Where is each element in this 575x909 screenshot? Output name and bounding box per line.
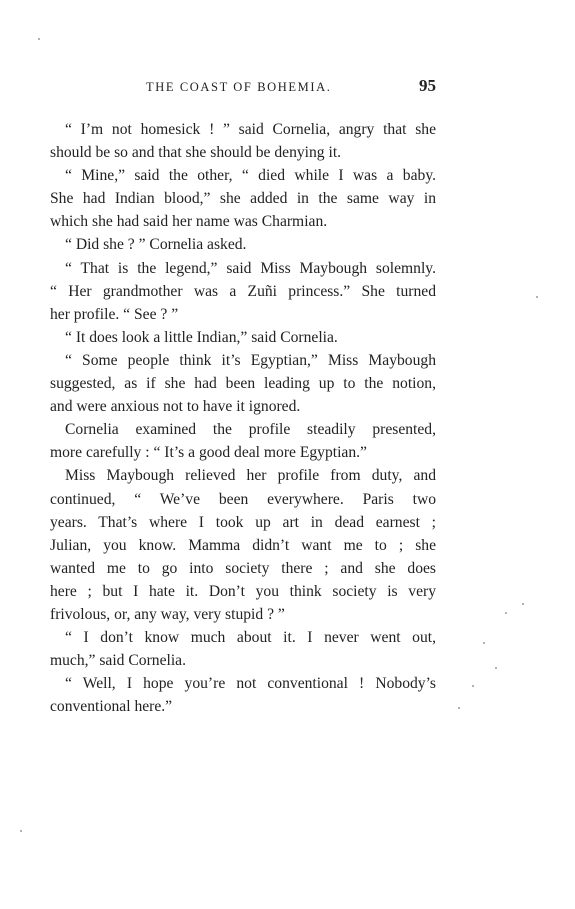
paper-speck — [522, 603, 524, 605]
text-line: “ I’m not homesick ! ” said Cornelia, angry that she — [65, 121, 436, 138]
body-text — [50, 118, 436, 718]
text-line: and were anxious not to have it ignored. — [50, 398, 301, 416]
text-line: “ I don’t know much about it. I never went out, — [65, 629, 436, 647]
text-line: here ; but I hate it. Don’t you think society is very — [50, 582, 436, 600]
text-line: her profile. “ See ? ” — [50, 305, 179, 323]
running-title: THE COAST OF BOHEMIA. — [146, 80, 332, 94]
text-line: Julian, you know. Mamma didn’t want me to ; she — [50, 536, 436, 554]
paper-speck — [38, 38, 40, 40]
paper-speck — [472, 685, 474, 687]
paper-speck — [483, 642, 485, 644]
text-line: “ Her grandmother was a Zuñi princess.” She turned — [50, 282, 436, 300]
text-line: “ It does look a little Indian,” said Cornelia. — [65, 328, 338, 346]
text-line: suggested, as if she had been leading up to the notion, — [50, 375, 436, 393]
text-line: “ Some people think it’s Egyptian,” Miss Maybough — [65, 351, 436, 369]
text-line: should be so and that she should be denying it. — [50, 144, 342, 162]
running-head — [50, 74, 436, 102]
text-line: wanted me to go into society there ; and she does — [50, 559, 436, 577]
text-line: continued, “ We’ve been everywhere. Paris two — [50, 490, 436, 508]
paper-speck — [458, 707, 460, 709]
text-line: conventional here.” — [50, 698, 173, 716]
page-number: 95 — [419, 76, 436, 95]
text-line: years. That’s where I took up art in dead earnest ; — [50, 513, 436, 531]
text-line: much,” said Cornelia. — [50, 652, 186, 670]
text-line: more carefully : “ It’s a good deal more Egyptian.” — [50, 444, 367, 462]
paper-speck — [536, 296, 538, 298]
text-line: “ Mine,” said the other, “ died while I was a baby. — [65, 167, 436, 185]
text-line: Cornelia examined the profile steadily presented, — [65, 421, 436, 439]
paper-speck — [505, 612, 507, 614]
text-line: frivolous, or, any way, very stupid ? ” — [50, 605, 285, 623]
text-line: Miss Maybough relieved her profile from duty, and — [65, 467, 436, 485]
paper-speck — [20, 830, 22, 832]
text-line: “ That is the legend,” said Miss Maybough solemnly. — [65, 259, 436, 277]
text-line: “ Well, I hope you’re not conventional ! Nobody’s — [65, 675, 436, 693]
text-line: “ Did she ? ” Cornelia asked. — [65, 236, 247, 254]
text-line: which she had said her name was Charmian. — [50, 213, 328, 231]
text-line: She had Indian blood,” she added in the same way in — [50, 190, 436, 208]
paper-speck — [495, 667, 497, 669]
